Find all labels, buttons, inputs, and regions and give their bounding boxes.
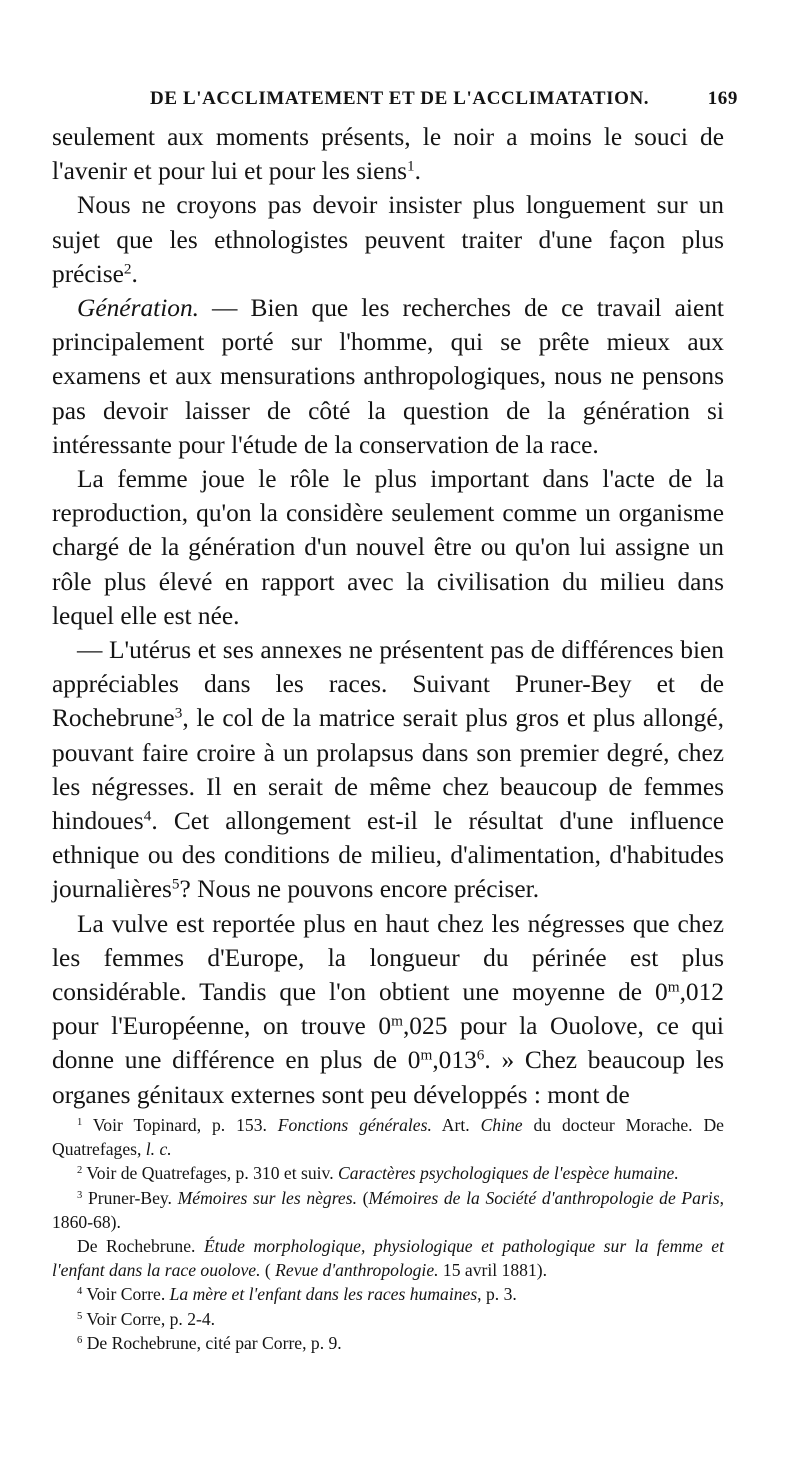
- paragraph-4: La femme joue le rôle le plus important dans l'acte de la reproduction, qu'on la considère seulement comme un organisme chargé de la génération d'un nouvel être ou qu'on lui assigne un rôle plus élevé en rapport avec la civilisation du milieu dans lequel elle est née.: [52, 465, 724, 630]
- footnote-5: $^5$ Voir Corre, p. 2-4.: [77, 1308, 216, 1329]
- footnotes: [52, 1113, 724, 1355]
- footnote-ref: 3: [174, 705, 183, 723]
- section-heading: Génération.: [77, 294, 199, 323]
- page-number: 169: [707, 88, 738, 109]
- main-text: [52, 120, 724, 1112]
- unit-superscript: m: [667, 978, 680, 996]
- footnote-4: $^4$ Voir Corre. La mère et l'enfant dans les races humaines, p. 3.: [77, 1284, 517, 1305]
- paragraph-6: La vulve est reportée plus en haut chez les négresses que chez les femmes d'Europe, la longueur du périnée est plus considérable. Tandis que l'on obtient une moyenne de 0$^m$,012 pour l'Européenne, on trouve 0$^m$,025 pour la Ouolove, ce qui donne une différence en plus de 0$^m$,013$^6$. » Chez beaucoup les organes génitaux externes sont peu développés : mont de: [52, 909, 725, 1109]
- paragraph-3: Génération. — Bien que les recherches de ce travail aient principalement porté sur l'homme, qui se prête mieux aux examens et aux mensurations anthropologiques, nous ne pensons pas devoir laisser de côté la question de la génération si intéressante pour l'étude de la conservation de la race.: [52, 294, 724, 459]
- paragraph-5: — L'utérus et ses annexes ne présentent pas de différences bien appréciables dans les races. Suivant Pruner-Bey et de Rochebrune$^3$, le col de la matrice serait plus gros et plus allongé, pouvant faire croire à un prolapsus dans son premier degré, chez les négresses. Il en serait de même chez beaucoup de femmes hindoues$^4$. Cet allongement est-il le résultat d'une influence ethnique ou des conditions de milieu, d'alimentation, d'habitudes journalières$^5$? Nous ne pouvons encore préciser.: [52, 636, 724, 904]
- page-header: [150, 88, 738, 118]
- footnote-ref: 1: [407, 157, 415, 175]
- footnote-6: $^6$ De Rochebrune, cité par Corre, p. 9.: [77, 1332, 342, 1353]
- running-title: DE L'ACCLIMATEMENT ET DE L'ACCLIMATATION.: [150, 88, 650, 109]
- footnote-3: $^3$ Pruner-Bey. Mémoires sur les nègres. (Mémoires de la Société d'anthropologie de Paris, 1860-68).: [52, 1187, 724, 1232]
- unit-superscript: m: [391, 1012, 403, 1030]
- footnote-2: $^2$ Voir de Quatrefages, p. 310 et suiv. Caractères psychologiques de l'espèce humaine.: [77, 1163, 679, 1184]
- footnote-ref: 4: [143, 807, 152, 825]
- footnote-ref: 2: [123, 260, 132, 278]
- footnote-1: $^1$ Voir Topinard, p. 153. Fonctions générales. Art. Chine du docteur Morache. De Quatrefages, l. c.: [52, 1115, 724, 1160]
- paragraph-2: Nous ne croyons pas devoir insister plus longuement sur un sujet que les ethnologistes peuvent traiter d'une façon plus précise$^2$.: [52, 191, 724, 288]
- footnote-ref: 5: [171, 876, 180, 894]
- paragraph-1: seulement aux moments présents, le noir a moins le souci de l'avenir et pour lui et pour les siens$^1$.: [52, 123, 724, 186]
- unit-superscript: m: [420, 1047, 433, 1065]
- footnote-ref: 6: [476, 1047, 485, 1065]
- footnote-3-continued: De Rochebrune. Étude morphologique, physiologique et pathologique sur la femme et l'enfant dans la race ouolove. ( Revue d'anthropologie. 15 avril 1881).: [52, 1236, 724, 1281]
